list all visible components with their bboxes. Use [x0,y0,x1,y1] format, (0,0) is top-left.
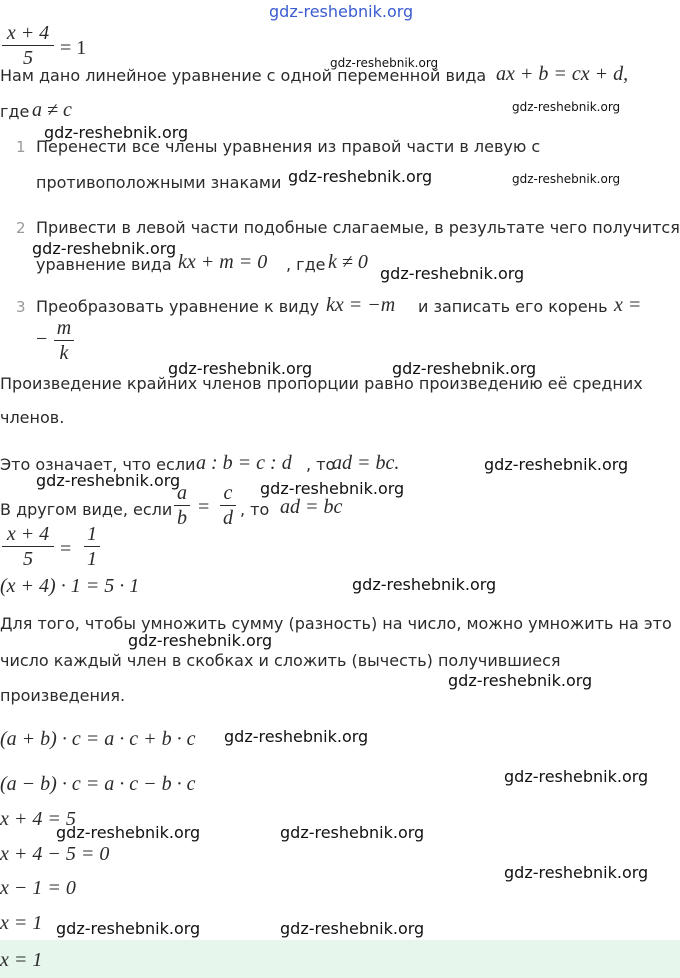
watermark: gdz-reshebnik.org [484,455,629,474]
step-1-line1: Перенести все члены уравнения из правой части в левую с [36,137,541,156]
fraction-numerator: x + 4 [6,523,50,545]
fraction-bar [2,546,54,547]
proportion-then-2: , то [240,500,270,519]
watermark: gdz-reshebnik.org [392,359,537,378]
final-step: x + 4 = 5 [0,808,76,830]
watermark: gdz-reshebnik.org [448,671,593,690]
proportion-if: Это означает, что если [0,455,196,474]
watermark: gdz-reshebnik.org [269,2,414,21]
fraction-numerator: a [177,482,187,504]
fraction-bar [220,505,236,506]
header-fraction-numerator: x + 4 [6,22,50,44]
watermark: gdz-reshebnik.org [36,471,181,490]
watermark: gdz-reshebnik.org [330,56,439,70]
solution-step: (x + 4) · 1 = 5 · 1 [0,575,140,597]
step-3-text2: и записать его корень [418,297,608,316]
fraction-bar [174,505,190,506]
header-fraction [2,22,54,69]
watermark: gdz-reshebnik.org [224,727,369,746]
watermark: gdz-reshebnik.org [280,823,425,842]
intro-text: Нам дано линейное уравнение с одной переменной вида [0,66,487,85]
header-rhs: = 1 [60,37,87,59]
proportion-line1: Произведение крайних членов пропорции равно произведению её средних [0,374,643,393]
fraction-numerator: c [223,482,233,504]
step-1-line2: противоположными знаками [36,173,282,192]
step-3-minus: − [36,328,48,350]
proportion-then: , то [306,455,336,474]
fraction-denominator: d [223,507,233,529]
proportion-fraction-right [220,482,236,529]
proportion-line2: членов. [0,408,65,427]
step-number: 1 [16,138,26,156]
intro-math: ax + b = cx + d, [496,63,629,85]
watermark: gdz-reshebnik.org [56,823,201,842]
watermark: gdz-reshebnik.org [56,919,201,938]
fraction-bar [2,45,54,46]
watermark: gdz-reshebnik.org [260,479,405,498]
fraction-denominator: 5 [23,548,33,570]
step-2-math: kx + m = 0 [178,251,268,273]
distributive-line1: Для того, чтобы умножить сумму (разность) на число, можно умножить на это [0,614,672,633]
watermark: gdz-reshebnik.org [128,631,273,650]
answer: x = 1 [0,949,43,971]
proportion-math: a : b = c : d [196,452,292,474]
final-step: x = 1 [0,912,43,934]
answer-box [0,940,680,978]
fraction-bar [54,340,74,341]
proportion-equals: = [198,496,210,518]
watermark: gdz-reshebnik.org [280,919,425,938]
final-step: x + 4 − 5 = 0 [0,843,110,865]
step-3-math: kx = −m [326,294,396,316]
watermark: gdz-reshebnik.org [504,767,649,786]
proportion-result-2: ad = bc [280,496,343,518]
proportion-fraction-left [174,482,190,529]
watermark: gdz-reshebnik.org [32,239,177,258]
step-3-math2: x = [614,294,642,316]
step-2-math2: k ≠ 0 [328,251,368,273]
fraction-numerator: 1 [87,523,97,545]
step-2-line1: Привести в левой части подобные слагаемые, в результате чего получится [36,218,680,237]
distributive-line2: число каждый член в скобках и сложить (вычесть) получившиеся [0,651,561,670]
solution-fraction-left [2,523,54,570]
step-number: 3 [16,298,26,316]
watermark: gdz-reshebnik.org [352,575,497,594]
fraction-denominator: 1 [87,548,97,570]
watermark: gdz-reshebnik.org [512,100,621,114]
fraction-denominator: b [177,507,187,529]
intro-where: где [0,102,30,121]
fraction-numerator: m [56,317,72,339]
step-2-text: уравнение вида [36,255,172,274]
watermark: gdz-reshebnik.org [504,863,649,882]
proportion-result: ad = bc. [332,452,400,474]
solution-fraction-right [84,523,100,570]
step-3-text: Преобразовать уравнение к виду [36,297,320,316]
watermark: gdz-reshebnik.org [380,264,525,283]
header-fraction-denominator: 5 [23,47,33,69]
step-2-text2: , где [286,255,326,274]
distributive-line3: произведения. [0,686,126,705]
distributive-rule-sum: (a + b) · c = a · c + b · c [0,728,196,750]
solution-equals: = [60,538,72,560]
final-step: x − 1 = 0 [0,877,76,899]
fraction-bar [84,546,100,547]
step-3-fraction [54,317,74,364]
watermark: gdz-reshebnik.org [168,359,313,378]
watermark: gdz-reshebnik.org [512,172,621,186]
distributive-rule-difference: (a − b) · c = a · c − b · c [0,773,196,795]
watermark: gdz-reshebnik.org [44,123,189,142]
fraction-denominator: k [59,342,69,364]
intro-condition: a ≠ c [32,99,72,121]
step-number: 2 [16,219,26,237]
proportion-other-form: В другом виде, если [0,500,173,519]
watermark: gdz-reshebnik.org [288,167,433,186]
